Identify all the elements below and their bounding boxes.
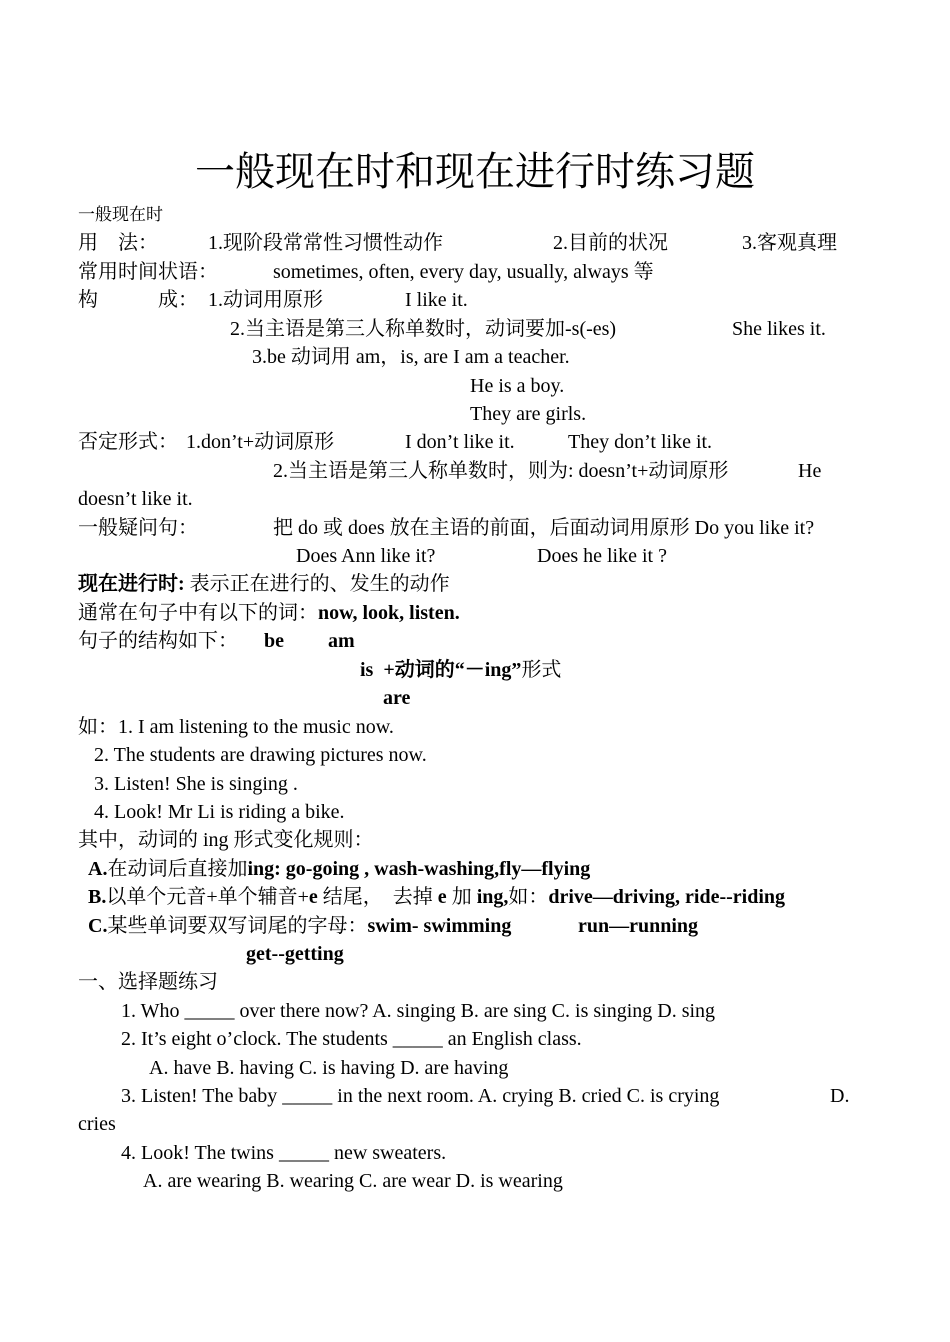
- present-continuous-heading-bold: 现在进行时:: [78, 573, 185, 595]
- rule-c-text: 某些单词要双写词尾的字母：: [107, 915, 368, 937]
- am-word: am: [328, 630, 355, 652]
- structure-label: 构 成：: [78, 289, 198, 311]
- is-word: is: [360, 659, 374, 681]
- question-1: 1. Who _____ over there now? A. singing B. are sing C. is singing D. sing: [121, 1000, 716, 1022]
- question-3: 3. Listen! The baby _____ in the next room. A. crying B. cried C. is crying: [121, 1085, 720, 1107]
- question-3-option-d-label: D.: [830, 1085, 850, 1107]
- rule-b-letter: B.: [88, 886, 107, 908]
- rule-c-example-2: run—running: [578, 915, 699, 937]
- structure-example-2: She likes it.: [732, 318, 826, 340]
- time-adverbial-words: sometimes, often, every day, usually, always 等: [273, 261, 654, 283]
- rule-b-ing: ing,: [476, 886, 509, 908]
- ing-rules-heading: 其中，动词的 ing 形式变化规则：: [78, 829, 374, 851]
- usage-item-3: 3.客观真理: [742, 232, 837, 254]
- negative-label: 否定形式：: [78, 431, 178, 453]
- present-continuous-heading-rest: 表示正在进行的、发生的动作: [184, 573, 450, 595]
- question-example-2: Does he like it ?: [537, 545, 667, 567]
- be-word: be: [264, 630, 284, 652]
- structure-example-3c: They are girls.: [470, 403, 587, 425]
- example-1: 1. I am listening to the music now.: [118, 716, 394, 738]
- page-title: 一般现在时和现在进行时练习题: [195, 149, 755, 194]
- structure-rule-2: 2.当主语是第三人称单数时，动词要加-s(-es): [230, 318, 617, 340]
- sentence-structure-label: 句子的结构如下：: [78, 630, 238, 652]
- rule-c-example-3: get--getting: [246, 943, 344, 965]
- signal-words-line: [78, 599, 460, 627]
- examples-prefix: 如：: [78, 716, 118, 738]
- question-example-1: Does Ann like it?: [296, 545, 436, 567]
- rule-c: [88, 912, 511, 940]
- structure-rule-1: 1.动词用原形: [208, 289, 323, 311]
- time-adverbial-label: 常用时间状语：: [78, 261, 218, 283]
- usage-item-1: 1.现阶段常常性习惯性动作: [208, 232, 443, 254]
- is-ing-line: [360, 656, 561, 684]
- rule-b-text-3: 加: [446, 886, 477, 908]
- example-3: 3. Listen! She is singing .: [94, 773, 298, 795]
- negative-rule-2: 2.当主语是第三人称单数时，则为: doesn’t+动词原形: [273, 460, 729, 482]
- signal-words: now, look, listen.: [318, 602, 460, 624]
- negative-example-1: I don’t like it.: [405, 431, 515, 453]
- example-2: 2. The students are drawing pictures now.: [94, 744, 427, 766]
- question-4: 4. Look! The twins _____ new sweaters.: [121, 1142, 447, 1164]
- signal-words-label: 通常在句子中有以下的词：: [78, 602, 318, 624]
- rule-a-letter: A.: [88, 858, 108, 880]
- rule-a-examples: ing: go-going , wash-washing,fly—flying: [247, 858, 591, 880]
- rule-b-examples: drive—driving, ride--riding: [548, 886, 786, 908]
- rule-a-text: 在动词后直接加: [107, 858, 248, 880]
- example-4: 4. Look! Mr Li is riding a bike.: [94, 801, 345, 823]
- rule-b: [88, 883, 785, 911]
- rule-b-text-4: 如：: [508, 886, 549, 908]
- usage-item-2: 2.目前的状况: [553, 232, 668, 254]
- form-label: 形式: [521, 659, 562, 681]
- simple-present-heading: 一般现在时: [78, 205, 163, 224]
- rule-a: [88, 855, 590, 883]
- usage-label: 用 法：: [78, 232, 158, 254]
- rule-b-e-2: e: [437, 886, 447, 908]
- rule-b-e: e: [308, 886, 318, 908]
- exercises-heading: 一、选择题练习: [78, 971, 218, 993]
- are-word: are: [383, 687, 411, 709]
- structure-example-3b: He is a boy.: [470, 375, 565, 397]
- negative-rule-1: 1.don’t+动词原形: [186, 431, 335, 453]
- structure-rule-3: 3.be 动词用 am，is, are I am a teacher.: [252, 346, 570, 368]
- rule-c-letter: C.: [88, 915, 108, 937]
- structure-example-1: I like it.: [405, 289, 468, 311]
- present-continuous-heading: [78, 570, 450, 598]
- rule-c-example-1: swim- swimming: [367, 915, 512, 937]
- question-2: 2. It’s eight o’clock. The students _____ an English class.: [121, 1028, 582, 1050]
- question-2-options: A. have B. having C. is having D. are having: [149, 1057, 509, 1079]
- question-rule: 把 do 或 does 放在主语的前面，后面动词用原形 Do you like it?: [273, 517, 815, 539]
- negative-example-3b: doesn’t like it.: [78, 488, 193, 510]
- question-label: 一般疑问句：: [78, 517, 198, 539]
- negative-example-3a: He: [798, 460, 822, 482]
- rule-b-text-1: 以单个元音+单个辅音+: [106, 886, 309, 908]
- plus-verb: +动词的: [383, 659, 455, 681]
- ing-form: “－ing”: [454, 659, 522, 681]
- negative-example-2: They don’t like it.: [568, 431, 713, 453]
- question-4-options: A. are wearing B. wearing C. are wear D. is wearing: [143, 1170, 563, 1192]
- rule-b-text-2: 结尾， 去掉: [317, 886, 438, 908]
- question-3-option-d-word: cries: [78, 1113, 116, 1135]
- example-line-1: [78, 713, 394, 741]
